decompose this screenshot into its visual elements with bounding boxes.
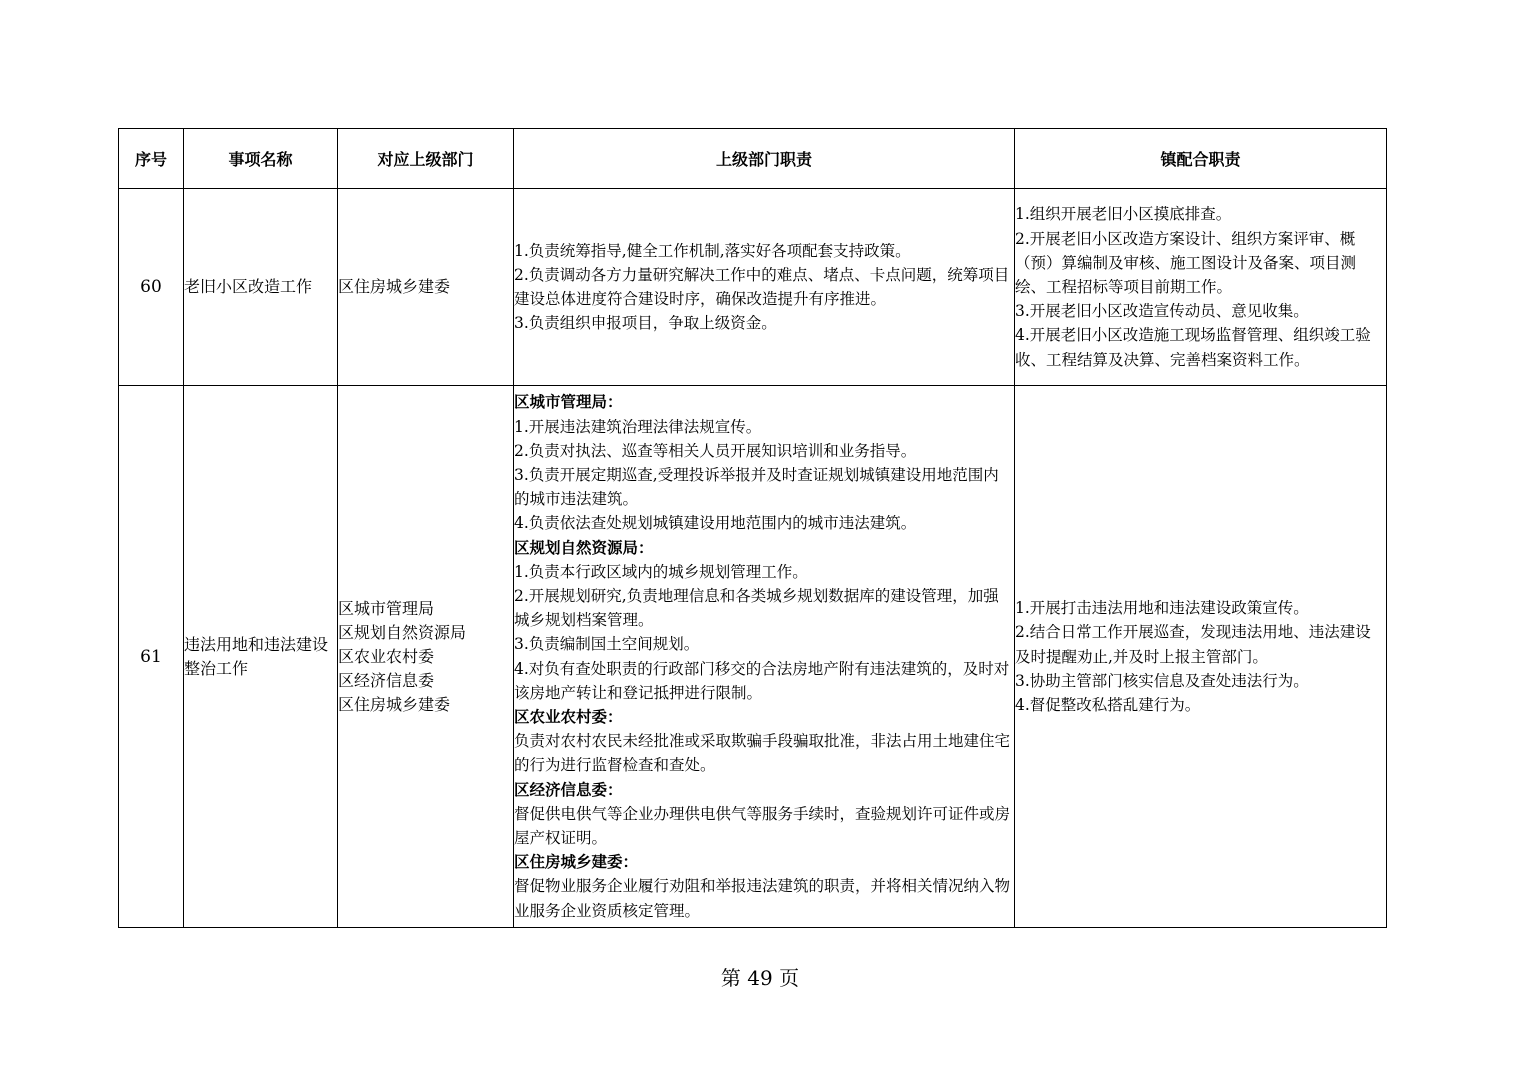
resp-line: 4.负责依法查处规划城镇建设用地范围内的城市违法建筑。 — [514, 514, 917, 533]
page-number: 第 49 页 — [720, 966, 800, 990]
dept-name: 区住房城乡建委 — [338, 694, 451, 714]
resp-line: 3.负责开展定期巡查,受理投诉举报并及时查证规划城镇建设用地范围内的城市违法建筑。 — [514, 466, 999, 509]
dept-heading: 区规划自然资源局： — [514, 537, 654, 557]
town-line: 1.开展打击违法用地和违法建设政策宣传。 — [1015, 599, 1309, 618]
dept-heading: 区农业农村委： — [514, 707, 623, 727]
resp-line: 4.对负有查处职责的行政部门移交的合法房地产附有违法建筑的，及时对该房地产转让和登记抵押进行限制。 — [514, 659, 1010, 702]
resp-line: 1.负责本行政区域内的城乡规划管理工作。 — [514, 562, 808, 581]
header-town: 镇配合职责 — [1015, 129, 1387, 189]
dept-name: 区城市管理局 — [338, 598, 435, 618]
resp-line: 1.开展违法建筑治理法律法规宣传。 — [514, 417, 762, 436]
town-line: 3.开展老旧小区改造宣传动员、意见收集。 — [1015, 302, 1309, 321]
dept-heading: 区住房城乡建委： — [514, 852, 639, 872]
town-line: 1.组织开展老旧小区摸底排查。 — [1015, 205, 1232, 224]
dept-name: 区住房城乡建委 — [338, 277, 451, 297]
resp-line: 3.负责编制国土空间规划。 — [514, 635, 700, 654]
table-row — [119, 386, 1387, 928]
row-number: 60 — [119, 189, 184, 386]
header-no: 序号 — [119, 129, 184, 189]
resp-line: 2.负责调动各方力量研究解决工作中的难点、堵点、卡点问题，统筹项目建设总体进度符合建设时序，确保改造提升有序推进。 — [514, 265, 1010, 309]
table-header-row — [119, 129, 1387, 189]
item-name: 违法用地和违法建设整治工作 — [184, 386, 338, 928]
town-line: 4.开展老旧小区改造施工现场监督管理、组织竣工验收、工程结算及决算、完善档案资料工作。 — [1015, 326, 1371, 369]
dept-cell — [338, 386, 514, 928]
resp-cell — [514, 386, 1015, 928]
dept-name: 区经济信息委 — [338, 670, 435, 690]
town-line: 2.开展老旧小区改造方案设计、组织方案评审、概（预）算编制及审核、施工图设计及备案、项目测绘、工程招标等项目前期工作。 — [1015, 229, 1357, 297]
resp-line: 负责对农村农民未经批准或采取欺骗手段骗取批准，非法占用土地建住宅的行为进行监督检查和查处。 — [514, 732, 1011, 775]
header-name: 事项名称 — [184, 129, 338, 189]
dept-heading: 区城市管理局： — [514, 392, 623, 412]
resp-line: 2.负责对执法、巡查等相关人员开展知识培训和业务指导。 — [514, 441, 917, 460]
dept-name: 区规划自然资源局 — [338, 622, 467, 642]
header-resp: 上级部门职责 — [514, 129, 1015, 189]
town-cell — [1015, 386, 1387, 928]
dept-name: 区农业农村委 — [338, 646, 435, 666]
town-line: 2.结合日常工作开展巡查，发现违法用地、违法建设及时提醒劝止,并及时上报主管部门。 — [1015, 623, 1371, 666]
resp-line: 督促供电供气等企业办理供电供气等服务手续时，查验规划许可证件或房屋产权证明。 — [514, 804, 1011, 848]
responsibility-table — [118, 128, 1387, 928]
dept-cell — [338, 189, 514, 386]
town-line: 4.督促整改私搭乱建行为。 — [1015, 695, 1201, 714]
resp-line: 2.开展规划研究,负责地理信息和各类城乡规划数据库的建设管理，加强城乡规划档案管理。 — [514, 587, 999, 630]
dept-heading: 区经济信息委： — [514, 779, 623, 799]
header-dept: 对应上级部门 — [338, 129, 514, 189]
town-cell — [1015, 189, 1387, 386]
resp-cell — [514, 189, 1015, 386]
town-line: 3.协助主管部门核实信息及查处违法行为。 — [1015, 671, 1309, 690]
item-name: 老旧小区改造工作 — [184, 189, 338, 386]
row-number: 61 — [119, 386, 184, 928]
resp-line: 督促物业服务企业履行劝阻和举报违法建筑的职责，并将相关情况纳入物业服务企业资质核定管理。 — [514, 877, 1011, 920]
resp-line: 1.负责统筹指导,健全工作机制,落实好各项配套支持政策。 — [514, 241, 911, 260]
resp-line: 3.负责组织申报项目，争取上级资金。 — [514, 314, 777, 333]
table-row — [119, 189, 1387, 386]
